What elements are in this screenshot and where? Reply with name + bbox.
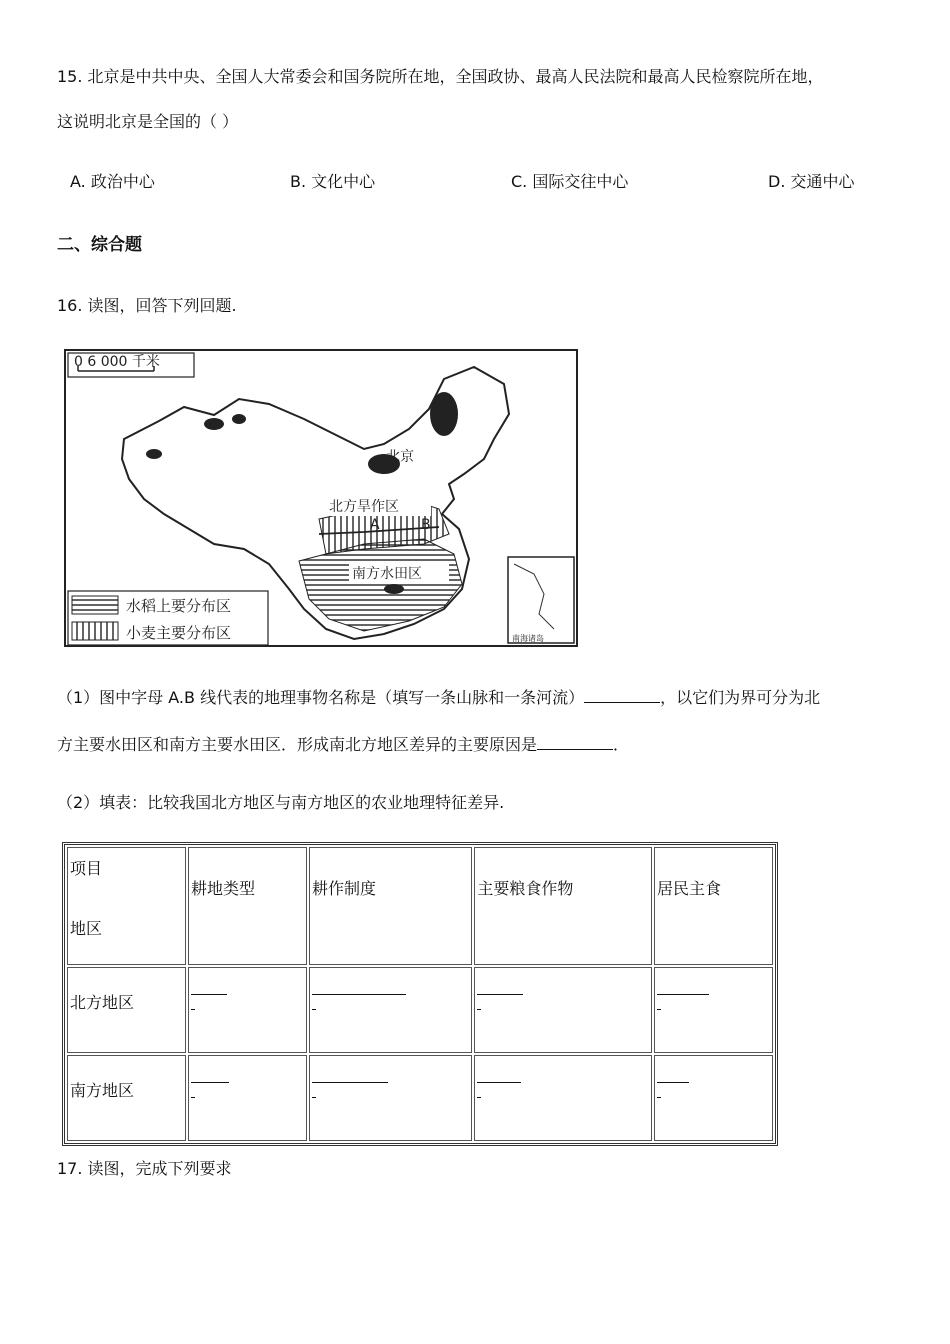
part1-text-b: ，以它们为界可分为北	[660, 688, 821, 707]
north-staple-cell[interactable]	[654, 967, 773, 1053]
south-staple-cell[interactable]	[654, 1055, 773, 1141]
point-a-label: A	[370, 517, 380, 533]
header-cultivated-land: 耕地类型	[188, 847, 307, 965]
scale-label: 0 6 000 千米	[74, 354, 160, 370]
south-paddy-label: 南方水田区	[352, 566, 422, 582]
north-dry-farming-label: 北方旱作区	[329, 499, 399, 515]
south-china-sea-inset	[508, 557, 574, 643]
row-label-north: 北方地区	[67, 967, 186, 1053]
part1-text-a: （1）图中字母 A.B 线代表的地理事物名称是（填写一条山脉和一条河流）	[57, 688, 585, 707]
corner-bottom-label: 地区	[70, 919, 103, 938]
north-system-cell[interactable]	[309, 967, 472, 1053]
question-17-stem: 17. 读图，完成下列要求	[57, 1159, 232, 1178]
question-15-text: 15. 北京是中共中央、全国人大常委会和国务院所在地，全国政协、最高人民法院和最高人民检察院所在地，	[57, 67, 824, 86]
northeast-blob	[430, 392, 458, 436]
section-title: 二、综合题	[57, 235, 142, 255]
header-main-grain: 主要粮食作物	[474, 847, 652, 965]
beijing-label: 北京	[386, 449, 414, 465]
question-16-part1-line2	[57, 731, 629, 755]
south-land-cell[interactable]	[188, 1055, 307, 1141]
question-15-text-continued: 这说明北京是全国的（ ）	[57, 112, 239, 131]
legend-wheat: 小麦主要分布区	[126, 624, 232, 642]
south-grain-cell[interactable]	[474, 1055, 652, 1141]
row-label-south: 南方地区	[67, 1055, 186, 1141]
inset-label: 南海诸岛	[512, 634, 544, 643]
corner-top-label: 项目	[70, 859, 103, 878]
north-land-cell[interactable]	[188, 967, 307, 1053]
question-16-part2: （2）填表：比较我国北方地区与南方地区的农业地理特征差异.	[57, 793, 505, 812]
option-b[interactable]: B. 文化中心	[290, 172, 376, 191]
question-16-part1-line1	[57, 684, 820, 708]
part1-text-d: ．	[613, 735, 630, 754]
part1-text-c: 方主要水田区和南方主要水田区．形成南北方地区差异的主要原因是	[57, 735, 538, 754]
answer-blank-1[interactable]	[584, 684, 660, 703]
option-d[interactable]: D. 交通中心	[768, 172, 855, 191]
comparison-table	[62, 842, 778, 1146]
legend-rice: 水稻上要分布区	[126, 597, 232, 615]
header-farming-system: 耕作制度	[309, 847, 472, 965]
point-b-label: B	[421, 517, 431, 533]
answer-blank-2[interactable]	[537, 731, 613, 750]
option-a[interactable]: A. 政治中心	[70, 172, 155, 191]
north-grain-cell[interactable]	[474, 967, 652, 1053]
header-staple-food: 居民主食	[654, 847, 773, 965]
option-c[interactable]: C. 国际交往中心	[511, 172, 629, 191]
south-system-cell[interactable]	[309, 1055, 472, 1141]
question-16-stem: 16. 读图，回答下列回题.	[57, 296, 237, 315]
china-agriculture-map	[64, 349, 578, 647]
table-corner-cell	[67, 847, 186, 965]
